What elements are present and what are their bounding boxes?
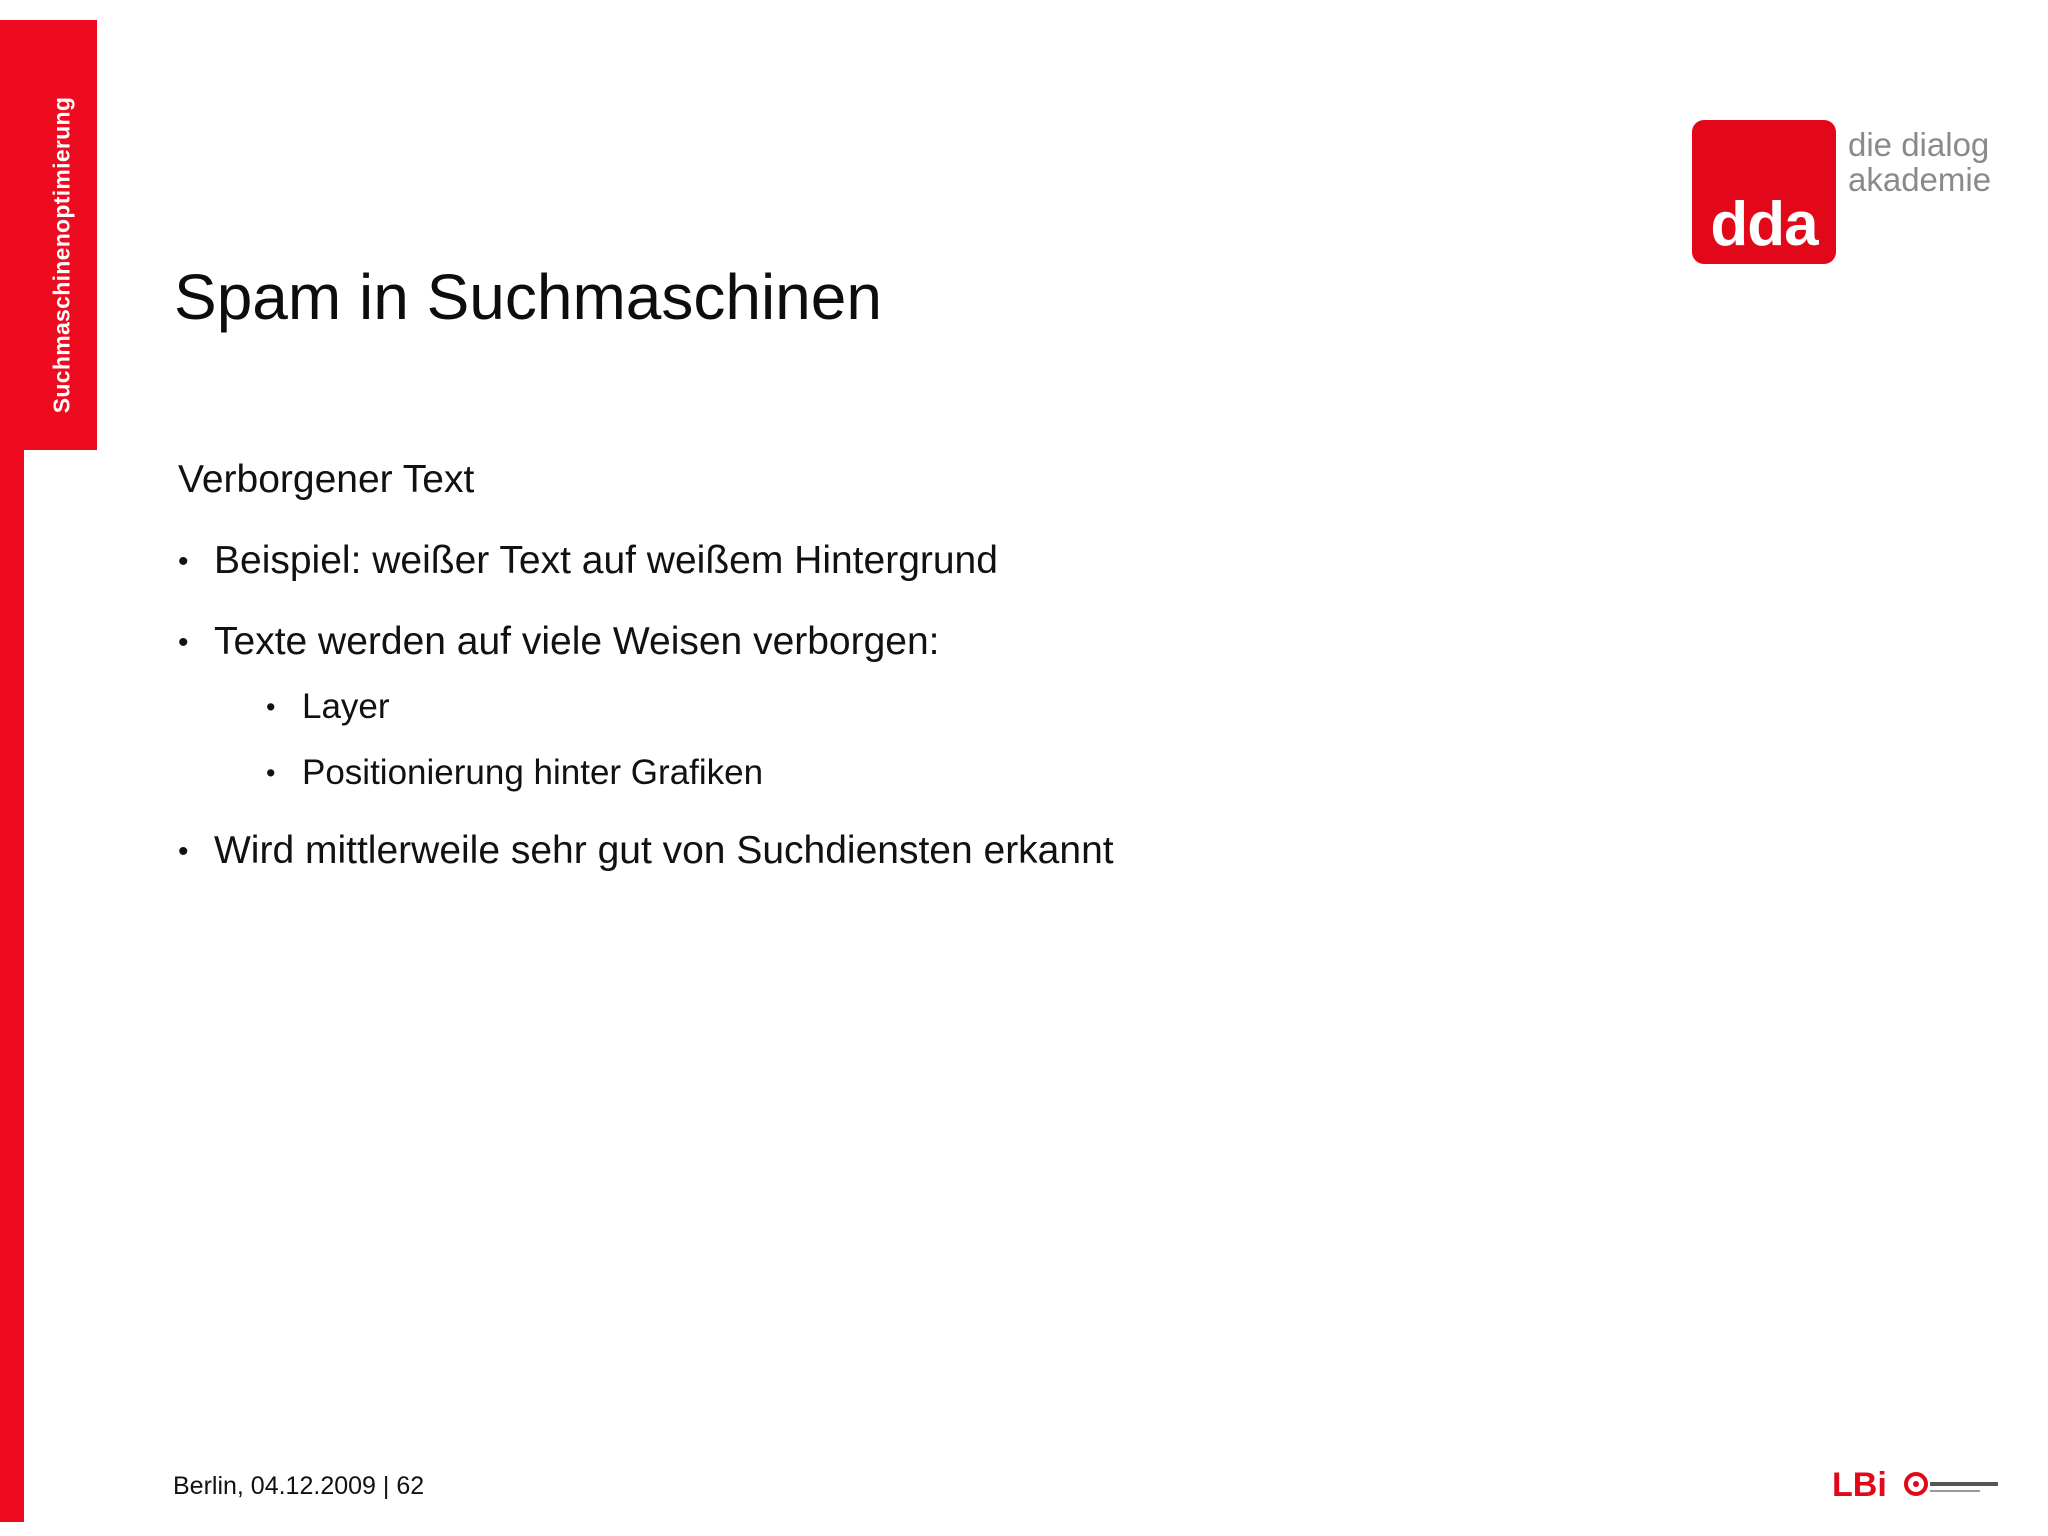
dda-logo-tagline: die dialog akademie <box>1848 126 1992 198</box>
slide-title: Spam in Suchmaschinen <box>174 261 882 333</box>
section-tab-label: Suchmaschinenoptimierung <box>48 96 75 414</box>
sub-bullet-list <box>266 687 1478 794</box>
partner-emblem-icon <box>1902 1470 2002 1502</box>
dda-logo-mark-box <box>1692 120 1836 264</box>
bullet-item: • Wird mittlerweile sehr gut von Suchdiensten erkannt <box>178 829 1478 874</box>
bullet-item: • Beispiel: weißer Text auf weißem Hintergrund <box>178 539 1478 584</box>
lbi-logo-mark: LBi <box>1832 1466 1887 1504</box>
dda-logo-mark: dda <box>1710 190 1818 259</box>
sub-bullet-item: • Layer <box>266 687 1478 727</box>
dda-logo <box>1692 120 2012 270</box>
bullet-item: • Texte werden auf viele Weisen verborgen: <box>178 620 1478 665</box>
sub-bullet-item: • Positionierung hinter Grafiken <box>266 753 1478 793</box>
lbi-logo <box>1832 1468 2012 1508</box>
content-heading: Verborgener Text <box>178 458 475 501</box>
footer-location-date-page: Berlin, 04.12.2009 | 62 <box>173 1472 425 1500</box>
section-tab <box>0 20 97 450</box>
slide-content <box>178 458 1478 910</box>
bullet-group <box>178 620 1478 793</box>
